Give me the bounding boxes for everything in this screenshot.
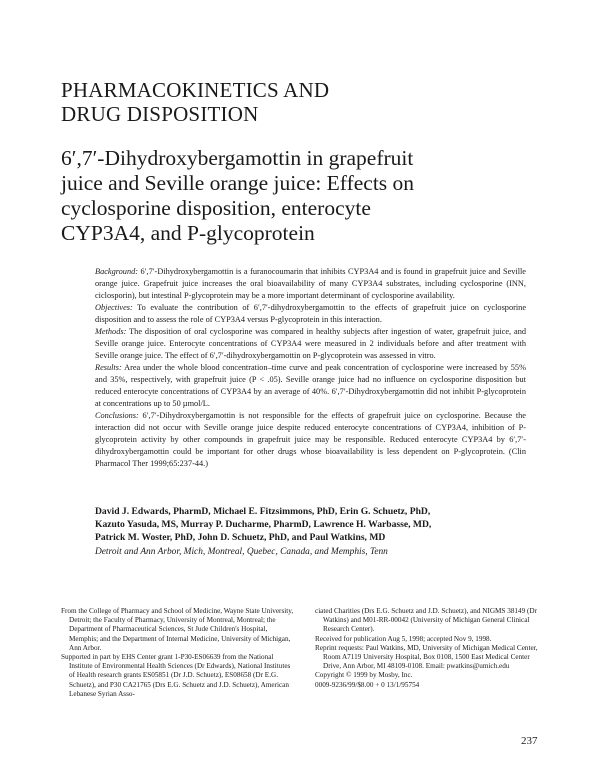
abstract-conclusions bbox=[95, 410, 526, 470]
author-line: Patrick M. Woster, PhD, John D. Schuetz, PhD, and Paul Watkins, MD bbox=[95, 532, 386, 543]
article-title-line: CYP3A4, and P-glycoprotein bbox=[61, 221, 315, 245]
section-title-line: PHARMACOKINETICS AND bbox=[61, 78, 330, 102]
methods-label: Methods: bbox=[95, 327, 127, 336]
background-label: Background: bbox=[95, 267, 139, 276]
background-text: 6′,7′-Dihydroxybergamottin is a furanocoumarin that inhibits CYP3A4 and is found in grapefruit juice and Seville orange juice. Grapefruit juice increases the oral bioavailability of many CYP3A4 substrates, including cyclosporine (INN, ciclosporin), but intestinal P-glycoprotein may be a more important determinant of cyclosporine availability. bbox=[95, 267, 526, 300]
footnote-copyright: Copyright © 1999 by Mosby, Inc. bbox=[315, 671, 413, 680]
abstract-results bbox=[95, 362, 526, 410]
methods-text: The disposition of oral cyclosporine was compared in healthy subjects after ingestion of water, grapefruit juice, and Seville orange juice. Enterocyte concentrations of CYP3A4 were measured in 2 individuals before and after treatment with Seville orange juice. The effect of 6′,7′-dihydroxybergamottin on P-glycoprotein was assessed in vitro. bbox=[95, 327, 526, 360]
results-text: Area under the whole blood concentration–time curve and peak concentration of cyclosporine were increased by 55% and 35%, respectively, with grapefruit juice (P < .05). Seville orange juice had no influence on cyclosporine disposition but reduced enterocyte concentrations of CYP3A4 by an average of 40%. 6′,7′-Dihydroxybergamottin did not inhibit P-glycoprotein at concentrations up to 50 µmol/L. bbox=[95, 363, 526, 408]
footnote-received: Received for publication Aug 5, 1998; accepted Nov 9, 1998. bbox=[315, 634, 492, 643]
footnote-support: Supported in part by EHS Center grant 1-P30-ES06639 from the National Institute of Environmental Health Sciences (Dr Edwards), National Institutes of Health research grants ES05851 (Dr J.D. Schuetz), ES08658 (Dr E.G. Schuetz), and P30 CA21765 (Drs E.G. Schuetz and J.D. Schuetz), American Lebanese Syrian Asso- bbox=[61, 653, 291, 698]
article-title-line: cyclosporine disposition, enterocyte bbox=[61, 196, 371, 220]
author-locations: Detroit and Ann Arbor, Mich, Montreal, Quebec, Canada, and Memphis, Tenn bbox=[95, 547, 388, 557]
conclusions-label: Conclusions: bbox=[95, 411, 139, 420]
footnote-issn: 0009-9236/99/$8.00 + 0 13/1/95754 bbox=[315, 680, 420, 689]
article-title-line: juice and Seville orange juice: Effects on bbox=[61, 171, 415, 195]
article-title bbox=[61, 146, 531, 246]
conclusions-text: 6′,7′-Dihydroxybergamottin is not responsible for the effects of grapefruit juice on cyclosporine. Because the interaction did not occur with Seville orange juice despite reduced enterocyte concentrations of CYP3A4, inhibition of P-glycoprotein activity by other compounds in grapefruit juice may be responsible. Reduced enterocyte CYP3A4 by 6′,7′-dihydroxybergamottin could be important for other drugs whose bioavailability is less dependent on P-glycoprotein. (Clin Pharmacol Ther 1999;65:237-44.) bbox=[95, 411, 526, 468]
author-list bbox=[95, 505, 535, 544]
footnote-affiliations: From the College of Pharmacy and School of Medicine, Wayne State University, Detroit; the Faculty of Pharmacy, University of Montreal, Montreal; the Department of Pharmaceutical Sciences, St Jude Children's Hospital, Memphis; and the Department of Internal Medicine, University of Michigan, Ann Arbor. bbox=[61, 607, 294, 652]
footnote-reprint-requests: Reprint requests: Paul Watkins, MD, University of Michigan Medical Center, Room A7119 University Hospital, Box 0108, 1500 East Medical Center Drive, Ann Arbor, MI 48109-0108. Email: pwatkins@umich.edu bbox=[315, 643, 538, 671]
abstract-objectives bbox=[95, 302, 526, 326]
results-label: Results: bbox=[95, 363, 122, 372]
abstract-background bbox=[95, 266, 526, 302]
footnotes-left-column bbox=[61, 607, 296, 699]
objectives-label: Objectives: bbox=[95, 303, 133, 312]
section-title-line: DRUG DISPOSITION bbox=[61, 102, 259, 126]
footnotes-right-column bbox=[315, 607, 545, 690]
section-title bbox=[61, 78, 481, 126]
article-title-line: 6′,7′-Dihydroxybergamottin in grapefruit bbox=[61, 146, 414, 170]
author-line: Kazuto Yasuda, MS, Murray P. Ducharme, PharmD, Lawrence H. Warbasse, MD, bbox=[95, 519, 432, 530]
page-number: 237 bbox=[521, 735, 538, 747]
author-line: David J. Edwards, PharmD, Michael E. Fitzsimmons, PhD, Erin G. Schuetz, PhD, bbox=[95, 506, 431, 517]
footnote-support-continued: ciated Charities (Drs E.G. Schuetz and J.D. Schuetz), and NIGMS 38149 (Dr Watkins) and M01-RR-00042 (University of Michigan General Clinical Research Center). bbox=[315, 607, 537, 634]
abstract-methods bbox=[95, 326, 526, 362]
objectives-text: To evaluate the contribution of 6′,7′-dihydroxybergamottin to the effects of grapefruit juice on cyclosporine disposition and to assess the role of CYP3A4 versus P-glycoprotein in this interaction. bbox=[95, 303, 526, 324]
abstract bbox=[95, 266, 526, 470]
